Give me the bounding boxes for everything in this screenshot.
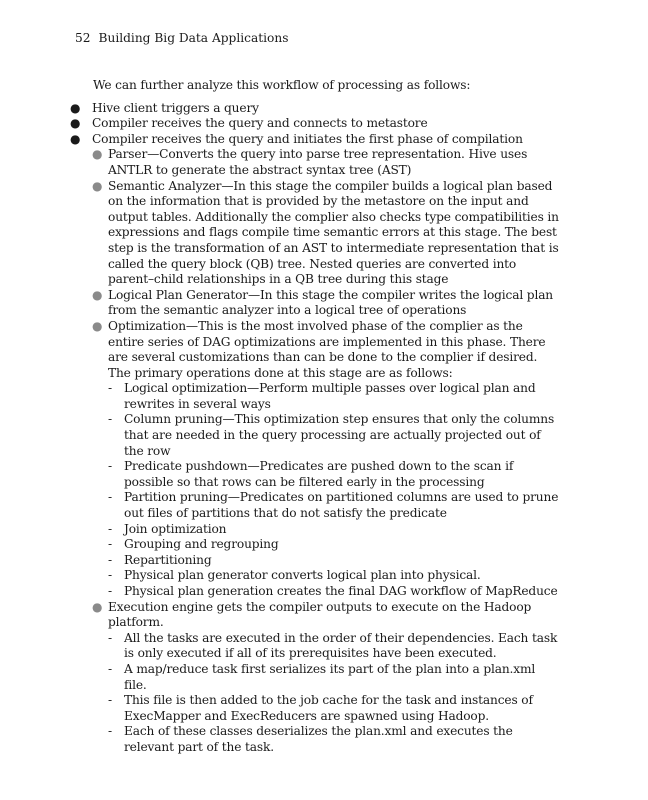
running-header (75, 30, 288, 46)
list-item: - Logical optimization—Perform multiple passes over logical plan and rewrites in several ways (108, 381, 536, 411)
bullet-icon: ● (92, 147, 103, 162)
page-number: 52 (75, 31, 91, 45)
list-item: - Join optimization (108, 521, 227, 536)
bullet-icon: ● (92, 178, 103, 193)
dash-icon: - (108, 724, 112, 739)
bullet-icon: ● (92, 287, 103, 302)
list-item: - Repartitioning (108, 552, 212, 567)
list-item: - Partition pruning—Predicates on partitioned columns are used to prune out files of partitions that do not satisfy the predicate (108, 490, 559, 521)
list-item: ● Compiler receives the query and connects to metastore (70, 116, 428, 131)
list-item: - This file is then added to the job cache for the task and instances of ExecMapper and ExecReducers are spawned using Hadoop. (108, 693, 533, 723)
list-item: ● Hive client triggers a query (70, 100, 259, 115)
bullet-icon: ● (70, 131, 81, 146)
list-item: - Column pruning—This optimization step ensures that only the columns that are needed in the query processing are actually projected out of the row (108, 412, 555, 458)
dash-icon: - (108, 693, 112, 708)
dash-icon: - (108, 661, 112, 676)
list-item: - Predicate pushdown—Predicates are pushed down to the scan if possible so that rows can be filtered early in the processing (108, 459, 514, 489)
bullet-icon: ● (92, 599, 103, 614)
dash-icon: - (108, 412, 112, 427)
workflow-list (59, 101, 559, 756)
list-item: - All the tasks are executed in the order of their dependencies. Each task is only executed if all of its prerequisites have been executed. (108, 630, 558, 661)
list-item: ● Semantic Analyzer—In this stage the compiler builds a logical plan based on the information that is provided by the metastore on the input and output tables. Additionally the complier also checks type compatibilities in expressions and flags compile time semantic errors at this stage. The best step is the transformation of an AST to intermediate representation that is called the query block (QB) tree. Nested queries are converted into parent–child relationships in a QB tree during this stage (92, 178, 559, 287)
bullet-icon: ● (70, 116, 81, 131)
dash-icon: - (108, 552, 112, 567)
compilation-phases-list (92, 147, 559, 755)
bullet-icon: ● (92, 318, 103, 333)
list-item: - Grouping and regrouping (108, 537, 279, 552)
list-item: ● Logical Plan Generator—In this stage the compiler writes the logical plan from the semantic analyzer into a logical tree of operations (92, 287, 554, 318)
intro-paragraph: We can further analyze this workflow of processing as follows: (93, 78, 471, 92)
dash-icon: - (108, 630, 112, 645)
list-item: - A map/reduce task first serializes its part of the plan into a plan.xml file. (108, 661, 536, 692)
dash-icon: - (108, 584, 112, 598)
dash-icon: - (108, 537, 112, 552)
dash-icon: - (108, 490, 112, 505)
dash-icon: - (108, 568, 112, 583)
dash-icon: - (108, 381, 112, 396)
list-item: ● Optimization—This is the most involved phase of the complier as the entire series of DAG optimizations are implemented in this phase. There are several customizations than can be done to the complier if desired. The primary operations done at this stage are as follows: - Logical optimization—Perform multiple passes over logical plan and rewrites in several ways - Column pruning—This optimization step ensures that only the columns that are needed in the query processing are actually projected out of the row - Predicate pushdown—Predicates are pushed down to the scan if possible so that rows can be filtered early in the processing - Partition pruning—Predicates on partitioned columns are used to prune out files of partitions that do not satisfy the predicate - Join optimization - Grouping and regrouping - Repartitioning - Physical plan generator converts logical plan into physical. - Physical plan generation creates the final DAG workflow of MapReduce (92, 318, 559, 598)
list-item: - Physical plan generator converts logical plan into physical. (108, 568, 481, 583)
list-item: - Each of these classes deserializes the plan.xml and executes the relevant part of the task. (108, 724, 513, 754)
list-item: ● Execution engine gets the compiler outputs to execute on the Hadoop platform. - All the tasks are executed in the order of their dependencies. Each task is only executed if all of its prerequisites have been executed. - A map/reduce task first serializes its part of the plan into a plan.xml file. - This file is then added to the job cache for the task and instances of ExecMapper and ExecReducers are spawned using Hadoop. - Each of these classes deserializes the plan.xml and executes the relevant part of the task. (92, 599, 558, 754)
running-title: Building Big Data Applications (98, 31, 289, 45)
list-item: ● Parser—Converts the query into parse tree representation. Hive uses ANTLR to generate the abstract syntax tree (AST) (92, 147, 528, 177)
list-item: ● Compiler receives the query and initiates the first phase of compilation ● Parser—Converts the query into parse tree representation. Hive uses ANTLR to generate the abstract syntax tree (AST) ● Semantic Analyzer—In this stage the compiler builds a logical plan based on the information that is provided by the metastore on the input and output tables. Additionally the complier also checks type compatibilities in expressions and flags compile time semantic errors at this stage. The best step is the transformation of an AST to intermediate representation that is called the query block (QB) tree. Nested queries are converted into parent–child relationships in a QB tree during this stage ● Logical Plan Generator—In this stage the compiler writes the logical plan from the semantic analyzer into a logical tree of operations ● Optimization—This is the most involved phase of the complier as the entire series of DAG optimizations are implemented in this phase. There are several customizations than can be done to the complier if desired. The primary operations done at this stage are as follows: - Logical optimization—Perform multiple passes over logical plan and rewrites in several ways - Column pruning—This optimization step ensures that only the columns that are needed in the query processing are actually projected out of the row - Predicate pushdown—Predicates are pushed down to the scan if possible so that rows can be filtered early in the processing - Partition pruning—Predicates on partitioned columns are used to prune out files of partitions that do not satisfy the predicate - Join optimization - Grouping and regrouping - Repartitioning - Physical plan generator converts logical plan into physical. - Physical plan generation creates the final DAG workflow of MapReduce ● Execution engine gets the compiler outputs to execute on the Hadoop platform. - All the tasks are executed in the order of their dependencies. Each task is only executed if all of its prerequisites have been executed. - A map/reduce task first serializes its part of the plan into a plan.xml file. - This file is then added to the job cache for the task and instances of ExecMapper and ExecReducers are spawned using Hadoop. - Each of these classes deserializes the plan.xml and executes the relevant part of the task. (70, 131, 559, 754)
bullet-icon: ● (70, 100, 81, 115)
dash-icon: - (108, 459, 112, 474)
optimizations-list (108, 381, 559, 599)
body-text (59, 78, 559, 756)
execution-list (108, 631, 559, 756)
list-item: - Physical plan generation creates the final DAG workflow of MapReduce (108, 584, 558, 598)
dash-icon: - (108, 521, 112, 536)
